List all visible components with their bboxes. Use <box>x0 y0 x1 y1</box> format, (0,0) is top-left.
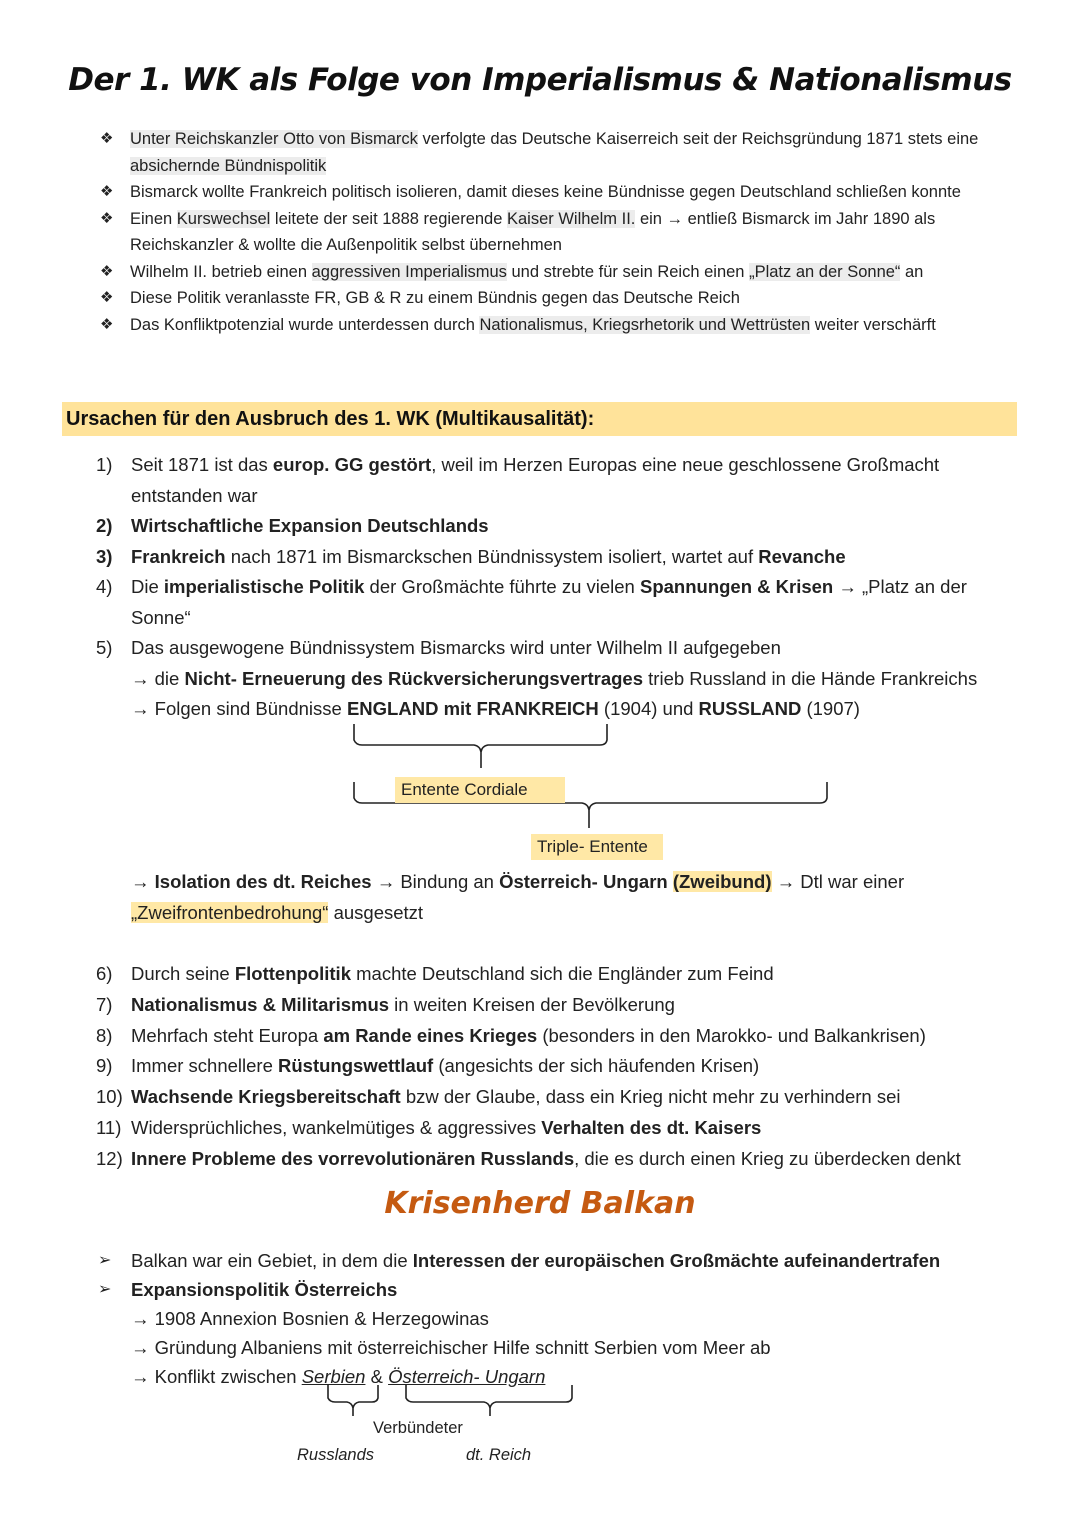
item-number: 8) <box>96 1024 113 1046</box>
item-number: 6) <box>96 963 113 984</box>
section-heading-causes: Ursachen für den Ausbruch des 1. WK (Multikausalität): <box>62 402 1017 436</box>
triple-entente-label: Triple- Entente <box>531 834 663 860</box>
item-number: 1) <box>96 454 113 475</box>
list-item: 11) Widersprüchliches, wankelmütiges & aggressives Verhalten des dt. Kaisers <box>96 1113 1046 1144</box>
causes-list-continued <box>96 959 1046 1175</box>
sub-item: → die Nicht- Erneuerung des Rückversicherungsvertrages trieb Russland in die Hände Frankreichs <box>131 667 978 689</box>
item-number: 7) <box>96 993 113 1015</box>
item-number: 2) <box>96 515 113 536</box>
list-item: 7) Nationalismus & Militarismus in weiten Kreisen der Bevölkerung <box>96 990 1046 1021</box>
russlands-label: Russlands <box>297 1446 375 1464</box>
diamond-bullet-icon: ❖ <box>100 209 114 227</box>
list-item: 1) Seit 1871 ist das europ. GG gestört, weil im Herzen Europas eine neue geschlossene Großmacht entstanden war <box>96 450 1026 511</box>
list-item: 2) Wirtschaftliche Expansion Deutschlands <box>96 511 1026 542</box>
balkan-heading: Krisenherd Balkan <box>384 1186 696 1221</box>
list-item: 3) Frankreich nach 1871 im Bismarckschen Bündnissystem isoliert, wartet auf Revanche <box>96 542 1026 573</box>
item-number: 9) <box>96 1055 113 1077</box>
list-item: 10) Wachsende Kriegsbereitschaft bzw der Glaube, dass ein Krieg nicht mehr zu verhindern sei <box>96 1082 1046 1113</box>
list-item: 12) Innere Probleme des vorrevolutionären Russlands, die es durch einen Krieg zu überdecken denkt <box>96 1144 1046 1175</box>
list-item: ➢ Balkan war ein Gebiet, in dem die Interessen der europäischen Großmächte aufeinandertrafen <box>96 1246 1046 1275</box>
item-number: 3) <box>96 545 113 567</box>
diamond-bullet-icon: ❖ <box>100 130 114 147</box>
arrow-bullet-icon: ➢ <box>98 1252 112 1269</box>
sub-item: → Gründung Albaniens mit österreichischer Hilfe schnitt Serbien vom Meer ab <box>131 1337 771 1358</box>
list-item: 6) Durch seine Flottenpolitik machte Deutschland sich die Engländer zum Feind <box>96 959 1046 990</box>
diamond-bullet-icon: ❖ <box>100 289 114 306</box>
list-item: ❖ Das Konfliktpotenzial wurde unterdessen durch Nationalismus, Kriegsrhetorik und Wettrüsten weiter verschärft <box>96 312 1036 339</box>
item-number: 10) <box>96 1086 123 1108</box>
verbuendeter-label: Verbündeter <box>373 1419 463 1437</box>
item-number: 12) <box>96 1147 123 1169</box>
list-item: ❖ Wilhelm II. betrieb einen aggressiven Imperialismus und strebte für sein Reich einen „Platz an der Sonne“ an <box>96 259 1036 286</box>
isolation-paragraph: → Isolation des dt. Reiches → Bindung an Österreich- Ungarn (Zweibund) → Dtl war einer „Zweifrontenbedrohung“ ausgesetzt <box>131 871 905 923</box>
entente-cordiale-label: Entente Cordiale <box>395 777 565 803</box>
list-item: ❖ Einen Kurswechsel leitete der seit 1888 regierende Kaiser Wilhelm II. ein → entließ Bismarck im Jahr 1890 als Reichskanzler & wollte die Außenpolitik selbst übernehmen <box>96 206 1036 259</box>
list-item: ➢ Expansionspolitik Österreichs → 1908 Annexion Bosnien & Herzegowinas → Gründung Albaniens mit österreichischer Hilfe schnitt Serbien vom Meer ab → Konflikt zwischen Serbien & Österreich- Ungarn <box>96 1275 1046 1391</box>
brace-entente-cordiale <box>354 724 607 768</box>
sub-item: → Folgen sind Bündnisse ENGLAND mit FRANKREICH (1904) und RUSSLAND (1907) <box>131 698 860 719</box>
list-item: 5) Das ausgewogene Bündnissystem Bismarcks wird unter Wilhelm II aufgegeben → die Nicht- Erneuerung des Rückversicherungsvertrages trieb Russland in die Hände Frankreichs → Folgen sind Bündnisse ENGLAND mit FRANKREICH (1904) und RUSSLAND (1907) <box>96 633 1026 725</box>
sub-item: → Konflikt zwischen Serbien & Österreich- Ungarn <box>131 1366 546 1387</box>
item-number: 11) <box>96 1116 122 1138</box>
list-item: ❖ Bismarck wollte Frankreich politisch isolieren, damit dieses keine Bündnisse gegen Deutschland schließen konnte <box>96 179 1036 206</box>
list-item: 8) Mehrfach steht Europa am Rande eines Krieges (besonders in den Marokko- und Balkankrisen) <box>96 1021 1046 1052</box>
list-item: 4) Die imperialistische Politik der Großmächte führte zu vielen Spannungen & Krisen → „Platz an der Sonne“ <box>96 572 1026 633</box>
balkan-list <box>96 1246 1046 1391</box>
diamond-bullet-icon: ❖ <box>100 183 114 200</box>
dt-reich-label: dt. Reich <box>466 1446 532 1464</box>
list-item: ❖ Diese Politik veranlasste FR, GB & R zu einem Bündnis gegen das Deutsche Reich <box>96 285 1036 312</box>
page-title: Der 1. WK als Folge von Imperialismus & Nationalismus <box>68 62 1012 98</box>
diamond-bullet-icon: ❖ <box>100 315 114 333</box>
list-item: ❖ Unter Reichskanzler Otto von Bismarck verfolgte das Deutsche Kaiserreich seit der Reichsgründung 1871 stets eine absichernde Bündnispolitik <box>96 126 1036 179</box>
sub-item: → 1908 Annexion Bosnien & Herzegowinas <box>131 1308 489 1329</box>
list-item: 9) Immer schnellere Rüstungswettlauf (angesichts der sich häufenden Krisen) <box>96 1051 1046 1082</box>
item-number: 5) <box>96 637 113 658</box>
item-number: 4) <box>96 576 113 597</box>
diamond-bullet-icon: ❖ <box>100 262 114 280</box>
arrow-bullet-icon: ➢ <box>98 1281 112 1298</box>
